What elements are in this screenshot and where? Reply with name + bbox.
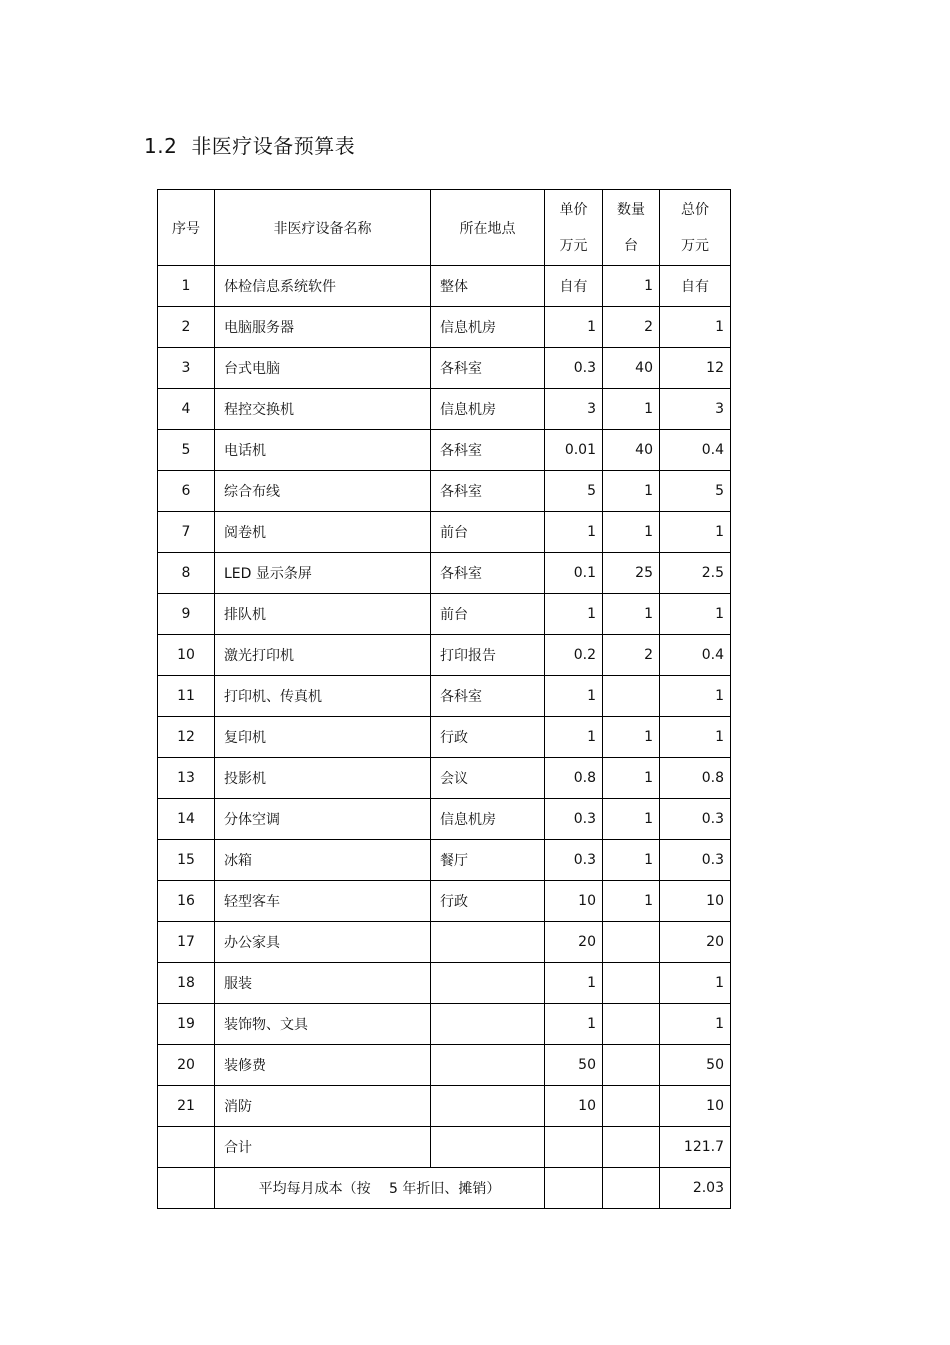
cell-name: 轻型客车: [215, 881, 431, 922]
cell-location: 各科室: [431, 430, 545, 471]
cell-unit-price: 20: [545, 922, 603, 963]
cell-unit-price: 0.3: [545, 799, 603, 840]
cell-name: 装饰物、文具: [215, 1004, 431, 1045]
cell-quantity: 1: [603, 471, 660, 512]
header-quantity-label: 数量: [617, 201, 645, 218]
cell-location: 打印报告: [431, 635, 545, 676]
cell-seq: 14: [158, 799, 215, 840]
cell-unit-price: 1: [545, 307, 603, 348]
cell-quantity: [603, 1045, 660, 1086]
cell-total: 0.3: [660, 799, 731, 840]
cell-seq: 10: [158, 635, 215, 676]
cell-total: 1: [660, 594, 731, 635]
cell-quantity: [603, 1004, 660, 1045]
cell-total: 10: [660, 1086, 731, 1127]
table-row: [158, 594, 731, 635]
sum-label: 合计: [215, 1127, 431, 1168]
cell-seq: 15: [158, 840, 215, 881]
cell-quantity: 1: [603, 512, 660, 553]
cell-name: 电脑服务器: [215, 307, 431, 348]
cell-unit-price: [545, 1127, 603, 1168]
table-row: [158, 389, 731, 430]
header-name: 非医疗设备名称: [215, 190, 431, 266]
table-row: [158, 676, 731, 717]
cell-unit-price: [545, 1168, 603, 1209]
cell-seq: 16: [158, 881, 215, 922]
cell-unit-price: 0.2: [545, 635, 603, 676]
cell-location: 前台: [431, 594, 545, 635]
cell-name: 办公家具: [215, 922, 431, 963]
cell-unit-price: 1: [545, 1004, 603, 1045]
cell-seq: 18: [158, 963, 215, 1004]
cell-total: 0.3: [660, 840, 731, 881]
table-row: [158, 471, 731, 512]
equipment-budget-table: [157, 189, 731, 1209]
table-row: [158, 758, 731, 799]
table-header-row: [158, 190, 731, 266]
cell-unit-price: 1: [545, 963, 603, 1004]
section-title: 非医疗设备预算表: [191, 134, 356, 158]
cell-seq: 9: [158, 594, 215, 635]
cell-seq: 17: [158, 922, 215, 963]
cell-quantity: 1: [603, 840, 660, 881]
cell-quantity: 1: [603, 881, 660, 922]
cell-total: 3: [660, 389, 731, 430]
cell-location: 信息机房: [431, 389, 545, 430]
cell-quantity: 2: [603, 635, 660, 676]
cell-name: LED 显示条屏: [215, 553, 431, 594]
cell-location: [431, 922, 545, 963]
cell-total: 1: [660, 307, 731, 348]
table-row: [158, 430, 731, 471]
header-seq: 序号: [158, 190, 215, 266]
table-row: [158, 922, 731, 963]
cell-location: 整体: [431, 266, 545, 307]
cell-unit-price: 10: [545, 881, 603, 922]
cell-total: 1: [660, 717, 731, 758]
cell-seq: [158, 1127, 215, 1168]
cell-location: 行政: [431, 881, 545, 922]
cell-quantity: 40: [603, 430, 660, 471]
cell-total: 0.4: [660, 635, 731, 676]
cell-name: 打印机、传真机: [215, 676, 431, 717]
cell-seq: 13: [158, 758, 215, 799]
cell-unit-price: 3: [545, 389, 603, 430]
sum-total: 121.7: [660, 1127, 731, 1168]
header-quantity: [603, 190, 660, 266]
cell-unit-price: 50: [545, 1045, 603, 1086]
avg-row: [158, 1168, 731, 1209]
cell-location: [431, 1045, 545, 1086]
cell-unit-price: 0.8: [545, 758, 603, 799]
table-row: [158, 840, 731, 881]
header-unit-price-label: 单价: [559, 201, 588, 218]
table-row: [158, 1086, 731, 1127]
cell-quantity: 1: [603, 758, 660, 799]
cell-quantity: [603, 963, 660, 1004]
cell-location: 餐厅: [431, 840, 545, 881]
cell-seq: 7: [158, 512, 215, 553]
cell-location: 各科室: [431, 553, 545, 594]
cell-unit-price: 0.3: [545, 840, 603, 881]
cell-quantity: [603, 1127, 660, 1168]
cell-seq: 4: [158, 389, 215, 430]
cell-unit-price: 0.01: [545, 430, 603, 471]
cell-name: 电话机: [215, 430, 431, 471]
cell-name: 消防: [215, 1086, 431, 1127]
cell-unit-price: 自有: [545, 266, 603, 307]
cell-total: 2.5: [660, 553, 731, 594]
cell-total: 10: [660, 881, 731, 922]
table-row: [158, 635, 731, 676]
cell-unit-price: 1: [545, 594, 603, 635]
cell-seq: 6: [158, 471, 215, 512]
cell-seq: 2: [158, 307, 215, 348]
cell-seq: 5: [158, 430, 215, 471]
table-row: [158, 553, 731, 594]
cell-location: 各科室: [431, 471, 545, 512]
cell-total: 5: [660, 471, 731, 512]
cell-seq: 20: [158, 1045, 215, 1086]
header-unit-price: [545, 190, 603, 266]
cell-quantity: 1: [603, 594, 660, 635]
table-row: [158, 717, 731, 758]
cell-quantity: 40: [603, 348, 660, 389]
cell-name: 体检信息系统软件: [215, 266, 431, 307]
cell-unit-price: 1: [545, 717, 603, 758]
cell-total: 1: [660, 963, 731, 1004]
header-total: [660, 190, 731, 266]
cell-location: 行政: [431, 717, 545, 758]
cell-location: [431, 1004, 545, 1045]
cell-quantity: [603, 676, 660, 717]
cell-seq: [158, 1168, 215, 1209]
cell-unit-price: 5: [545, 471, 603, 512]
cell-total: 0.4: [660, 430, 731, 471]
cell-location: [431, 1127, 545, 1168]
cell-quantity: [603, 1086, 660, 1127]
cell-location: 前台: [431, 512, 545, 553]
cell-name: 程控交换机: [215, 389, 431, 430]
cell-seq: 8: [158, 553, 215, 594]
cell-location: [431, 963, 545, 1004]
cell-quantity: 1: [603, 717, 660, 758]
cell-seq: 21: [158, 1086, 215, 1127]
cell-seq: 11: [158, 676, 215, 717]
table-row: [158, 266, 731, 307]
cell-seq: 3: [158, 348, 215, 389]
cell-name: 台式电脑: [215, 348, 431, 389]
cell-name: 排队机: [215, 594, 431, 635]
cell-name: 冰箱: [215, 840, 431, 881]
cell-location: 各科室: [431, 676, 545, 717]
cell-location: 信息机房: [431, 799, 545, 840]
table-row: [158, 512, 731, 553]
cell-name: 综合布线: [215, 471, 431, 512]
cell-location: 信息机房: [431, 307, 545, 348]
header-quantity-unit: 台: [624, 237, 638, 254]
cell-quantity: 25: [603, 553, 660, 594]
section-heading: [144, 130, 355, 159]
section-number: 1.2: [144, 134, 178, 158]
cell-seq: 1: [158, 266, 215, 307]
table-row: [158, 1004, 731, 1045]
sum-row: [158, 1127, 731, 1168]
table-row: [158, 348, 731, 389]
cell-name: 服装: [215, 963, 431, 1004]
cell-quantity: 1: [603, 799, 660, 840]
cell-quantity: 2: [603, 307, 660, 348]
cell-total: 50: [660, 1045, 731, 1086]
cell-seq: 19: [158, 1004, 215, 1045]
header-total-label: 总价: [681, 201, 709, 218]
cell-name: 阅卷机: [215, 512, 431, 553]
cell-unit-price: 0.3: [545, 348, 603, 389]
cell-location: 会议: [431, 758, 545, 799]
table-body: [158, 190, 731, 1209]
cell-unit-price: 1: [545, 676, 603, 717]
table-row: [158, 799, 731, 840]
avg-total: 2.03: [660, 1168, 731, 1209]
header-location: 所在地点: [431, 190, 545, 266]
table-row: [158, 1045, 731, 1086]
cell-total: 1: [660, 1004, 731, 1045]
header-unit-price-unit: 万元: [559, 237, 588, 254]
table-row: [158, 963, 731, 1004]
cell-quantity: 1: [603, 389, 660, 430]
cell-unit-price: 0.1: [545, 553, 603, 594]
cell-name: 分体空调: [215, 799, 431, 840]
cell-seq: 12: [158, 717, 215, 758]
cell-quantity: 1: [603, 266, 660, 307]
cell-total: 12: [660, 348, 731, 389]
cell-quantity: [603, 922, 660, 963]
cell-name: 装修费: [215, 1045, 431, 1086]
cell-total: 自有: [660, 266, 731, 307]
cell-name: 投影机: [215, 758, 431, 799]
cell-total: 20: [660, 922, 731, 963]
cell-unit-price: 10: [545, 1086, 603, 1127]
cell-name: 激光打印机: [215, 635, 431, 676]
header-total-unit: 万元: [681, 237, 709, 254]
cell-location: 各科室: [431, 348, 545, 389]
table-row: [158, 307, 731, 348]
avg-label: 平均每月成本（按 5 年折旧、摊销）: [215, 1168, 545, 1209]
cell-total: 0.8: [660, 758, 731, 799]
cell-location: [431, 1086, 545, 1127]
table-row: [158, 881, 731, 922]
cell-total: 1: [660, 676, 731, 717]
cell-unit-price: 1: [545, 512, 603, 553]
cell-quantity: [603, 1168, 660, 1209]
cell-name: 复印机: [215, 717, 431, 758]
cell-total: 1: [660, 512, 731, 553]
